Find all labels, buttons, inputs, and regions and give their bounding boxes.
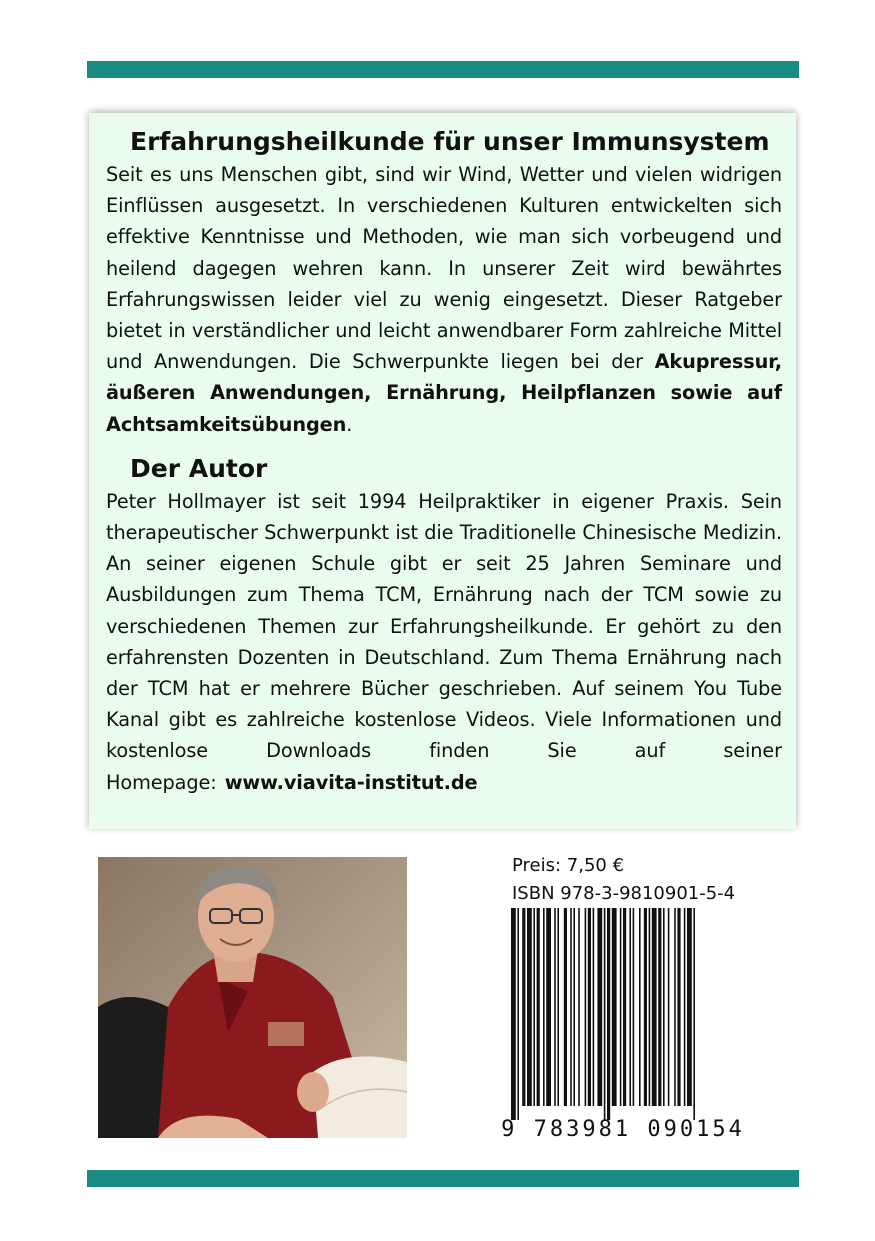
barcode-bars [511,908,695,1120]
barcode-bar [674,908,676,1106]
barcode-bar [511,908,516,1120]
barcode-bar [633,908,635,1106]
barcode-bar [588,908,591,1106]
barcode-bar [554,908,556,1106]
barcode-bar [537,908,540,1106]
description-box [89,113,796,829]
barcode-bar [687,908,692,1106]
barcode-bar [533,908,535,1106]
barcode-bar [527,908,532,1106]
barcode-bar [517,908,519,1120]
barcode-bar [623,908,626,1106]
barcode-bar [573,908,575,1106]
price-text: Preis: 7,50 € [512,855,625,876]
barcode-bar [658,908,661,1106]
barcode-bar [652,908,657,1106]
bio-span: Peter Hollmayer ist seit 1994 Heilpraktiker in eigener Praxis. Sein therapeutischer Schwerpunkt ist die Traditionelle Chinesische Medizin. An seiner eigenen Schule gibt er seit 25 Jahren Seminare und Ausbildungen zum Thema TCM, Ernährung nach der TCM sowie zu verschiedenen Themen zur Erfahrungsheilkunde. Er gehört zu den erfahrensten Dozenten in Deutschland. Zum Thema Ernährung nach der TCM hat er mehrere Bücher geschrieben. Auf seinem You Tube Kanal gibt es zahlreiche kostenlose Videos. Viele Informationen und kostenlose Downloads finden Sie auf seiner Homepage: [106,489,782,794]
author-photo [98,857,407,1138]
barcode-bar [607,908,610,1120]
barcode-bar [693,908,695,1120]
author-bio-text [106,486,782,798]
price-info [512,852,735,908]
barcode-bar [639,908,641,1106]
barcode-bar [578,908,580,1106]
text-span-end: . [346,412,353,436]
barcode-bar [543,908,545,1106]
barcode-bar [522,908,525,1106]
author-photo-illustration [98,857,407,1138]
barcode-bar [557,908,559,1106]
barcode-bar [620,908,622,1106]
text-span: Seit es uns Menschen gibt, sind wir Wind, Wetter und vielen widrigen Einflüssen ausgesetzt. In verschiedenen Kulturen entwickelten sich effektive Kenntnisse und Methoden, wie man sich vorbeugend und heilend dagegen wehren kann. In unserer Zeit wird bewährtes Erfahrungswissen leider viel zu wenig eingesetzt. Dieser Ratgeber bietet in verständlicher und leicht anwendbarer Form zahlreiche Mittel und Anwendungen. Die Schwerpunkte liegen bei der [106,163,782,374]
barcode-bar [546,908,551,1106]
barcode-bar [585,908,587,1106]
barcode-bar [629,908,631,1106]
barcode-digits: 9 783981 090154 [501,1117,745,1140]
isbn-barcode [497,908,749,1140]
barcode-bar [593,908,595,1106]
section-heading-immunsystem: Erfahrungsheilkunde für unser Immunsystem [130,127,770,156]
barcode-bar [663,908,665,1106]
barcode-bar [677,908,680,1106]
section-heading-author: Der Autor [130,453,268,483]
barcode-bar [684,908,686,1106]
top-accent-bar [87,61,799,78]
bold-topics: Akupressur, äußeren Anwendungen, Ernährung, Heilpflanzen sowie auf Achtsamkeitsübungen [106,350,782,436]
barcode-bar [612,908,617,1106]
isbn-text: ISBN 978-3-9810901-5-4 [512,883,736,904]
barcode-bar [570,908,572,1106]
barcode-bar [604,908,606,1120]
barcode-bar [668,908,670,1106]
barcode-bar [644,908,647,1106]
barcode-bar [564,908,567,1106]
section-text-immunsystem [106,159,782,440]
homepage-link[interactable]: www.viavita-institut.de [224,770,478,794]
bottom-accent-bar [87,1170,799,1187]
barcode-bar [649,908,651,1106]
barcode-bar [597,908,602,1106]
